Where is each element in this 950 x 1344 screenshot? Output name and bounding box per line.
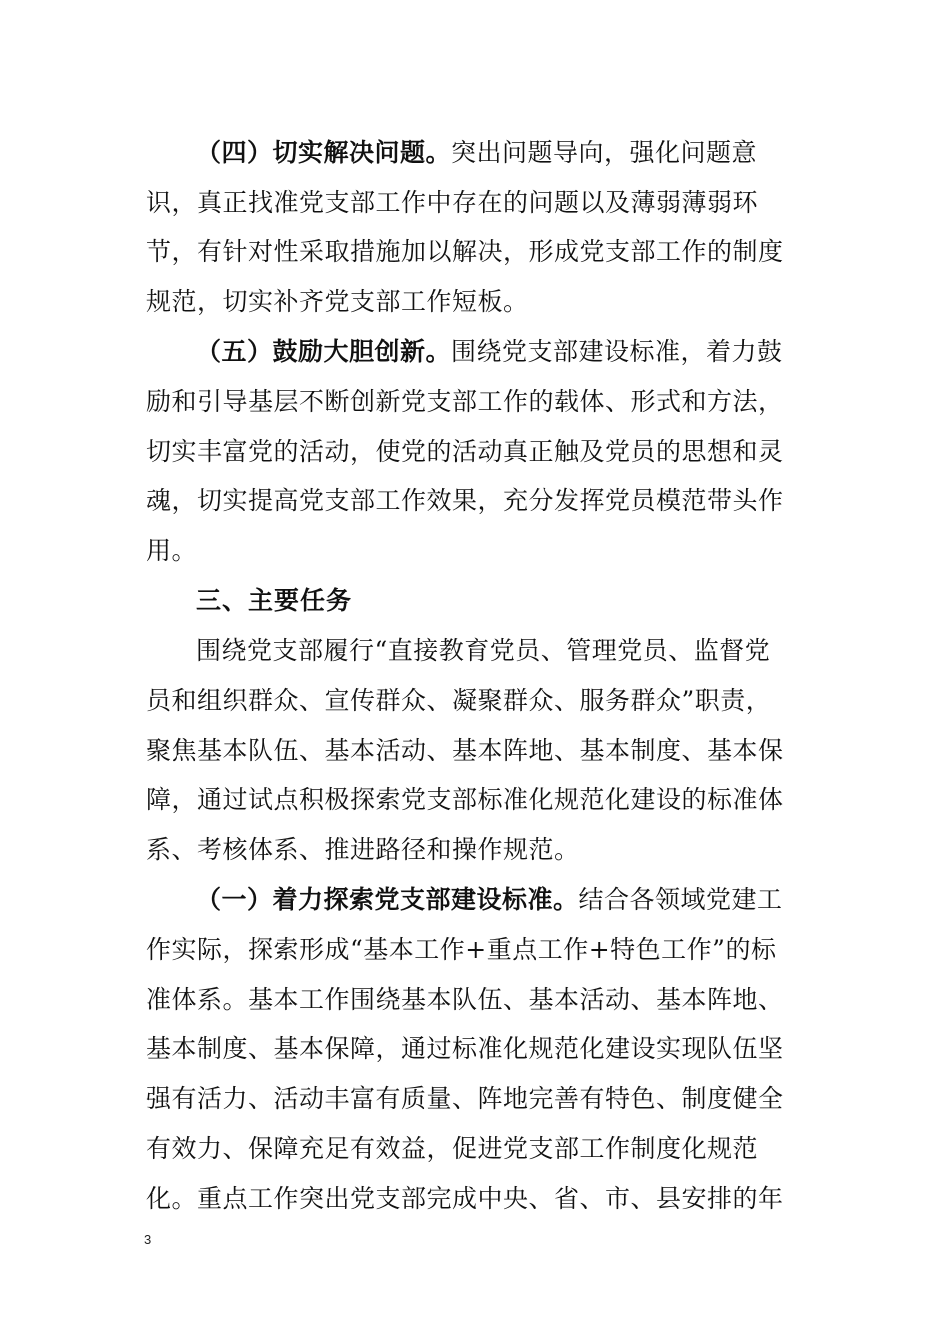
intro-line-3: 聚焦基本队伍、基本活动、基本阵地、基本制度、基本保 (146, 736, 784, 765)
task-1-line-4: 基本制度、基本保障，通过标准化规范化建设实现队伍坚 (146, 1034, 784, 1063)
paragraph-5-line-3: 切实丰富党的活动，使党的活动真正触及党员的思想和灵 (146, 437, 784, 466)
paragraph-4-line-1: （四）切实解决问题。突出问题导向，强化问题意 (196, 138, 758, 167)
intro-line-4: 障，通过试点积极探索党支部标准化规范化建设的标准体 (146, 785, 784, 814)
task-1-lead: （一）着力探索党支部建设标准。 (196, 885, 579, 914)
intro-line-1: 围绕党支部履行“直接教育党员、管理党员、监督党 (196, 636, 771, 665)
task-1-line-7: 化。重点工作突出党支部完成中央、省、市、县安排的年 (146, 1184, 784, 1213)
section-heading: 三、主要任务 (196, 586, 353, 615)
paragraph-5-line-1: （五）鼓励大胆创新。围绕党支部建设标准，着力鼓 (196, 337, 783, 366)
intro-line-5: 系、考核体系、推进路径和操作规范。 (146, 835, 580, 864)
paragraph-5-lead: （五）鼓励大胆创新。 (196, 337, 452, 366)
paragraph-5-line-2: 励和引导基层不断创新党支部工作的载体、形式和方法， (146, 387, 784, 416)
task-1-line-1: （一）着力探索党支部建设标准。结合各领域党建工 (196, 885, 783, 914)
page-number: 3 (144, 1232, 152, 1247)
paragraph-4-lead: （四）切实解决问题。 (196, 138, 452, 167)
paragraph-4-line-3: 节，有针对性采取措施加以解决，形成党支部工作的制度 (146, 237, 784, 266)
intro-line-2: 员和组织群众、宣传群众、凝聚群众、服务群众”职责， (146, 686, 772, 715)
paragraph-5-line-4: 魂，切实提高党支部工作效果，充分发挥党员模范带头作 (146, 486, 784, 515)
task-1-line-3: 准体系。基本工作围绕基本队伍、基本活动、基本阵地、 (146, 985, 784, 1014)
paragraph-5-line-5: 用。 (146, 536, 198, 565)
task-1-line-5: 强有活力、活动丰富有质量、阵地完善有特色、制度健全 (146, 1084, 784, 1113)
paragraph-4-line-2: 识，真正找准党支部工作中存在的问题以及薄弱薄弱环 (146, 188, 759, 217)
task-1-line-6: 有效力、保障充足有效益，促进党支部工作制度化规范 (146, 1134, 759, 1163)
paragraph-4-line-4: 规范，切实补齐党支部工作短板。 (146, 287, 529, 316)
task-1-line-2: 作实际，探索形成“基本工作+重点工作+特色工作”的标 (146, 935, 777, 964)
